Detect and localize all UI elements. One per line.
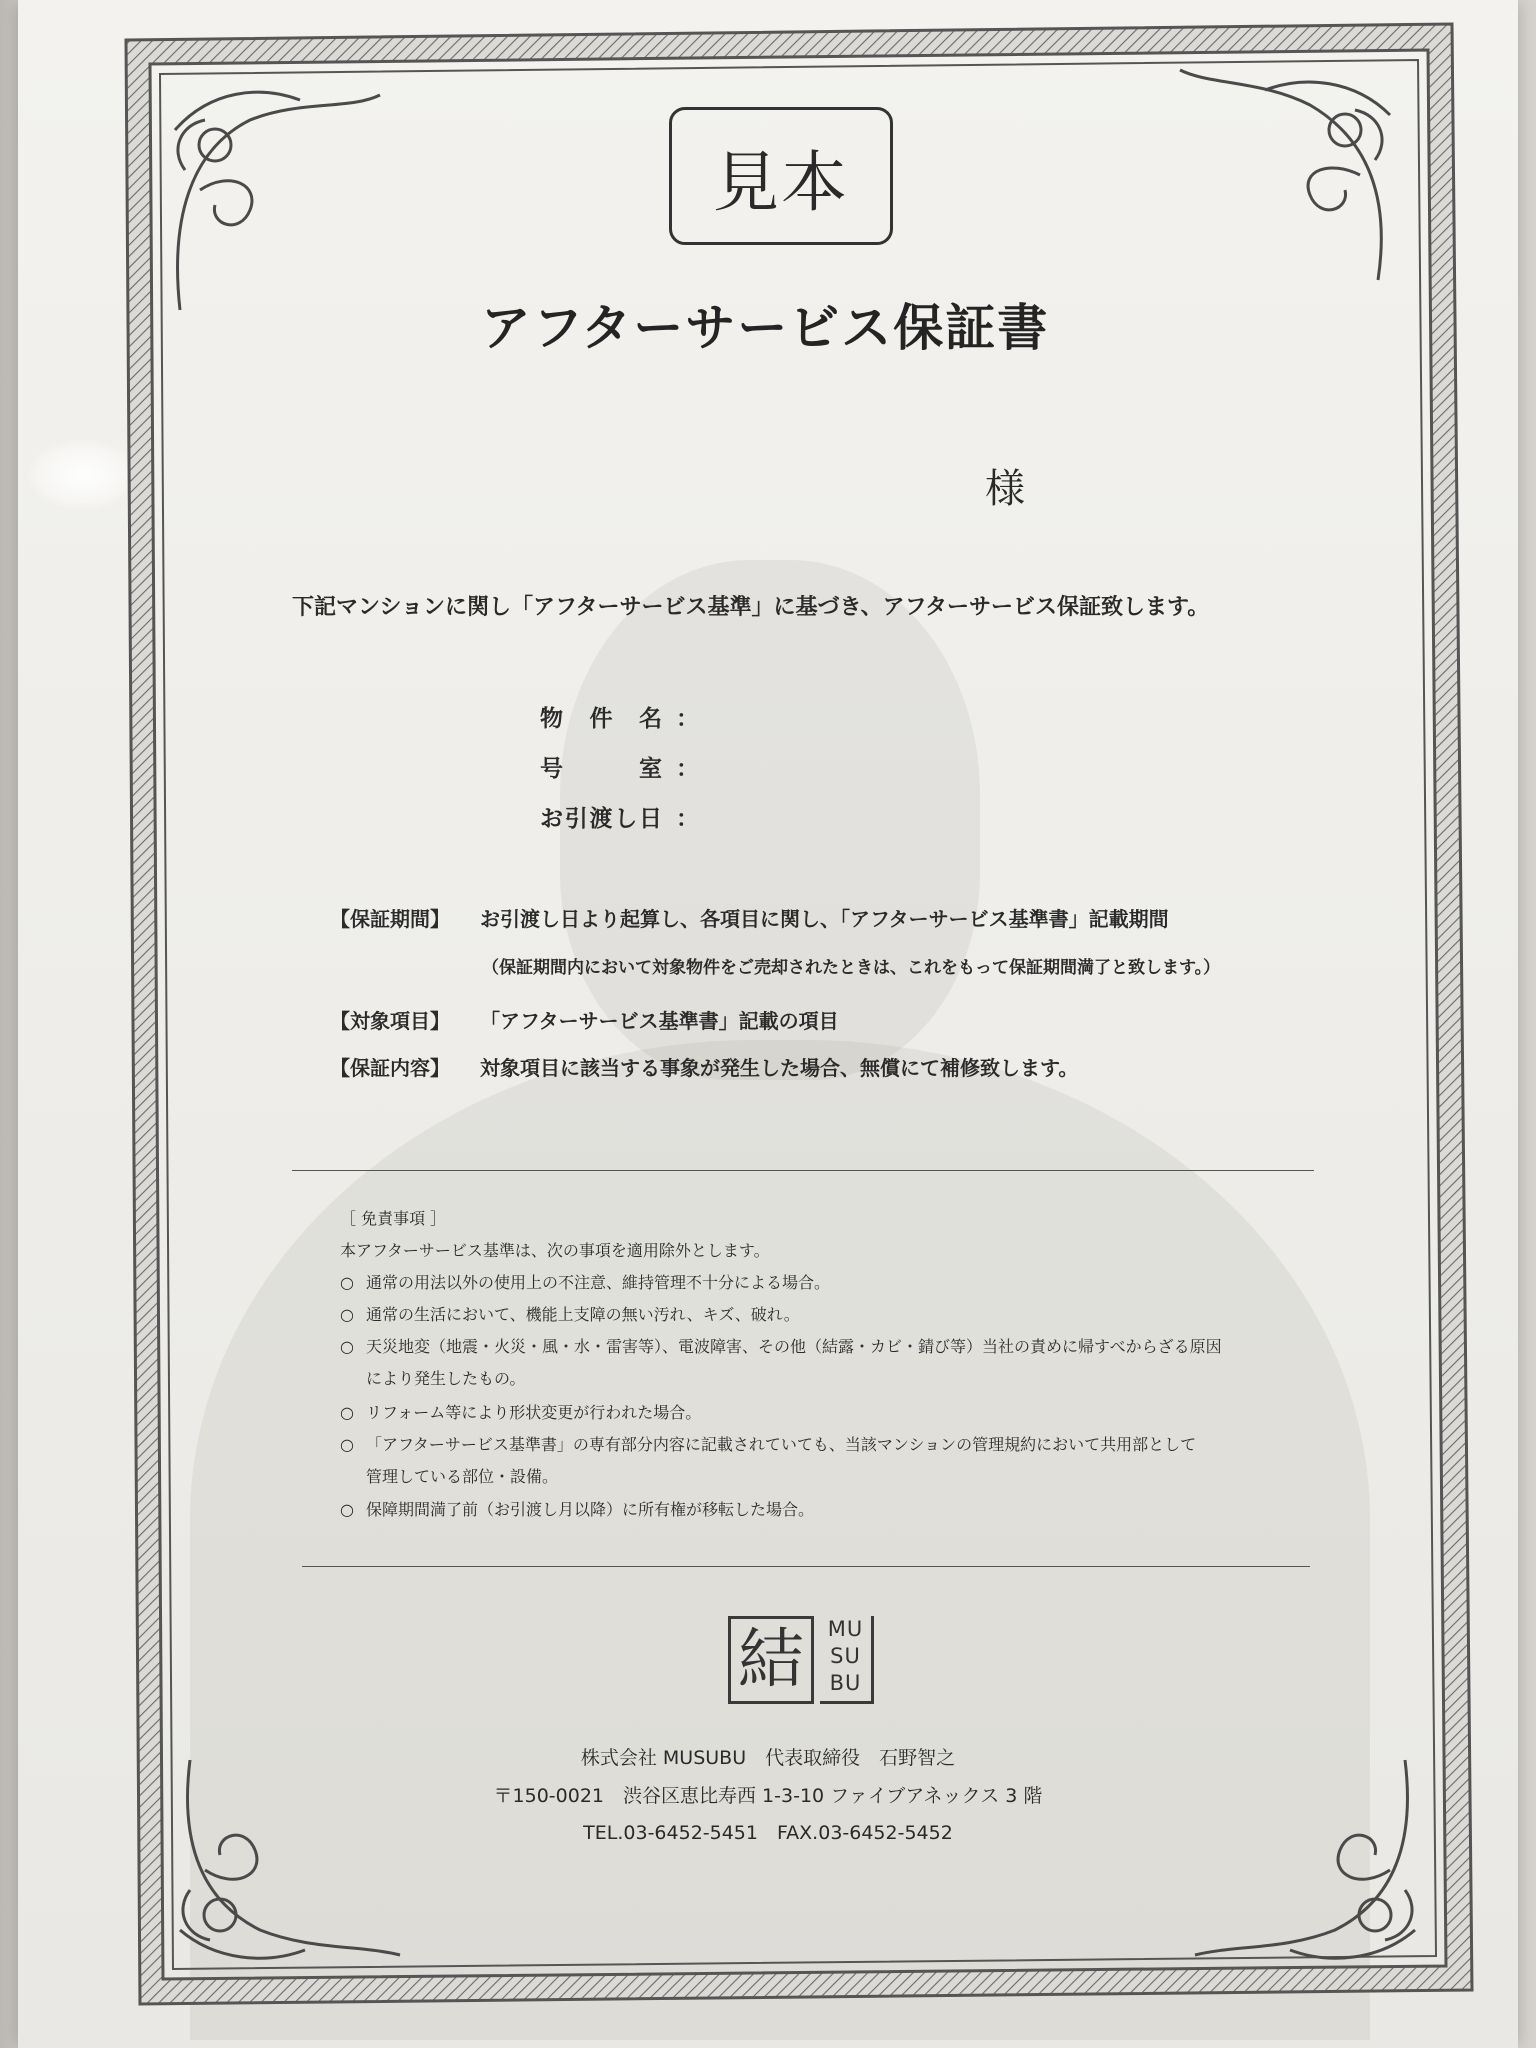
handover-date-label: お引渡し日 bbox=[540, 806, 662, 832]
handover-date-field bbox=[540, 800, 699, 833]
exemption-text: リフォーム等により形状変更が行われた場合。 bbox=[366, 1403, 702, 1422]
exemption-text-continued: 管理している部位・設備。 bbox=[366, 1467, 559, 1486]
term-label: 【対象項目】 bbox=[330, 1009, 450, 1033]
warranty-period-note: （保証期間内において対象物件をご売却されたときは、これをもって保証期間満了と致します。） bbox=[482, 958, 1221, 978]
logo-roman bbox=[820, 1616, 874, 1704]
exemption-item bbox=[340, 1497, 814, 1520]
divider-top bbox=[292, 1170, 1314, 1171]
corner-ornament-top-right bbox=[1180, 70, 1390, 280]
recipient-honorific: 様 bbox=[985, 466, 1025, 512]
logo-roman-line: SU bbox=[830, 1644, 861, 1668]
exemptions-intro: 本アフターサービス基準は、次の事項を適用除外とします。 bbox=[340, 1241, 770, 1260]
term-text: 「アフターサービス基準書」記載の項目 bbox=[480, 1009, 839, 1033]
term-label: 【保証期間】 bbox=[330, 907, 450, 931]
bullet-circle-icon: ○ bbox=[340, 1337, 354, 1356]
term-covered-items bbox=[330, 1005, 839, 1034]
logo-kanji: 結 bbox=[728, 1616, 814, 1704]
property-name-label: 物件名 bbox=[540, 706, 662, 732]
room-number-label: 号室 bbox=[540, 756, 662, 782]
room-number-field bbox=[540, 750, 699, 783]
bullet-circle-icon: ○ bbox=[340, 1403, 354, 1422]
exemption-item bbox=[340, 1334, 1222, 1357]
logo-roman-line: BU bbox=[829, 1671, 862, 1695]
bullet-circle-icon: ○ bbox=[340, 1273, 354, 1292]
handover-date-colon: ： bbox=[676, 806, 699, 832]
term-warranty-content bbox=[330, 1052, 1078, 1081]
bullet-circle-icon: ○ bbox=[340, 1500, 354, 1519]
divider-bottom bbox=[302, 1566, 1310, 1567]
room-number-colon: ： bbox=[676, 756, 699, 782]
exemption-item bbox=[340, 1400, 701, 1423]
exemption-text: 天災地変（地震・火災・風・水・雷害等）、電波障害、その他（結露・カビ・錆び等）当社の責めに帰すべからざる原因 bbox=[366, 1337, 1222, 1356]
bullet-circle-icon: ○ bbox=[340, 1305, 354, 1324]
exemption-text: 「アフターサービス基準書」の専有部分内容に記載されていても、当該マンションの管理規約において共用部として bbox=[366, 1435, 1197, 1454]
term-text: お引渡し日より起算し、各項目に関し、「アフターサービス基準書」記載期間 bbox=[480, 907, 1169, 931]
exemption-item bbox=[340, 1432, 1196, 1455]
bullet-circle-icon: ○ bbox=[340, 1435, 354, 1454]
exemption-text: 保障期間満了前（お引渡し月以降）に所有権が移転した場合。 bbox=[366, 1500, 815, 1519]
sample-stamp: 見本 bbox=[669, 107, 893, 245]
musubu-logo bbox=[728, 1616, 874, 1704]
exemptions-heading: ［ 免責事項 ］ bbox=[340, 1209, 447, 1228]
corner-ornament-top-left bbox=[175, 92, 380, 310]
intro-statement: 下記マンションに関し「アフターサービス基準」に基づき、アフターサービス保証致します。 bbox=[292, 595, 1210, 620]
exemption-text: 通常の用法以外の使用上の不注意、維持管理不十分による場合。 bbox=[366, 1273, 831, 1292]
exemption-text-continued: により発生したもの。 bbox=[366, 1369, 526, 1388]
property-name-colon: ： bbox=[676, 706, 699, 732]
exemption-item bbox=[340, 1302, 800, 1325]
property-name-field bbox=[540, 700, 699, 733]
logo-roman-line: MU bbox=[827, 1617, 864, 1641]
company-name: 株式会社 MUSUBU 代表取締役 石野智之 bbox=[580, 1747, 956, 1769]
term-label: 【保証内容】 bbox=[330, 1056, 450, 1080]
exemption-item bbox=[340, 1270, 830, 1293]
company-address: 〒150-0021 渋谷区恵比寿西 1-3-10 ファイブアネックス 3 階 bbox=[493, 1785, 1043, 1807]
term-warranty-period bbox=[330, 903, 1169, 932]
term-text: 対象項目に該当する事象が発生した場合、無償にて補修致します。 bbox=[480, 1056, 1079, 1080]
certificate-title: アフターサービス保証書 bbox=[480, 298, 1050, 357]
company-contact: TEL.03-6452-5451 FAX.03-6452-5452 bbox=[583, 1822, 953, 1844]
exemption-text: 通常の生活において、機能上支障の無い汚れ、キズ、破れ。 bbox=[366, 1305, 800, 1324]
